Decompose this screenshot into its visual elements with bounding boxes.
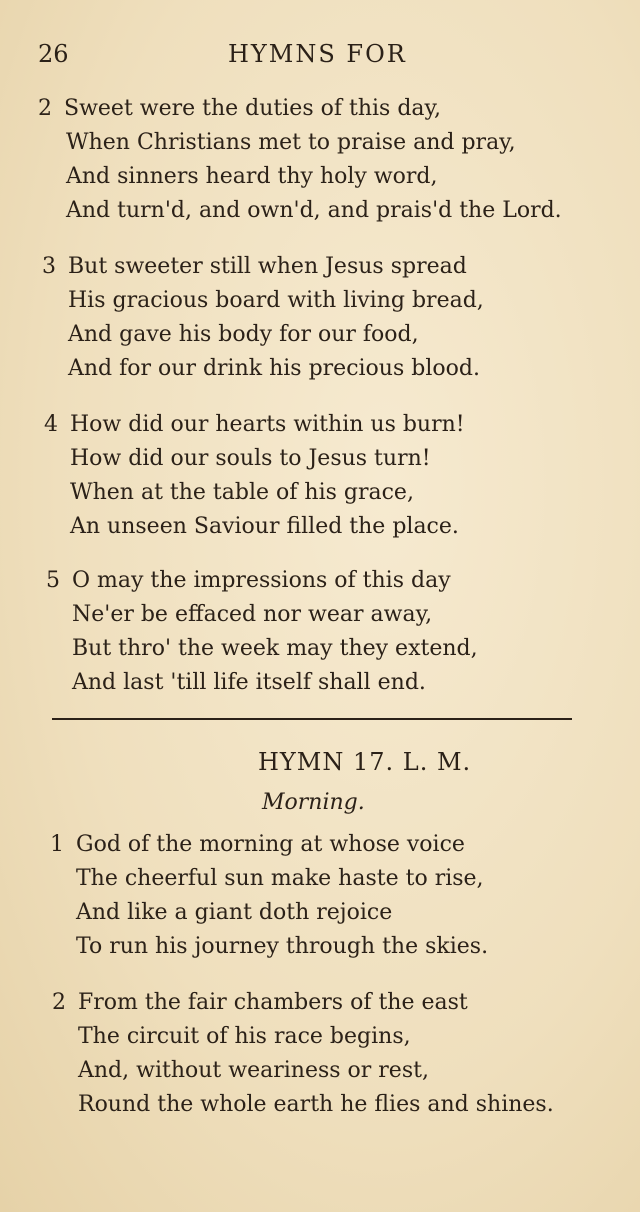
hymn-title: HYMN 17. L. M. (258, 748, 472, 776)
verse-line: And gave his body for our food, (68, 322, 419, 347)
stanza-number: 3 (42, 254, 56, 279)
verse-line: Round the whole earth he flies and shines. (78, 1092, 554, 1117)
verse-line: But sweeter still when Jesus spread (68, 254, 467, 279)
verse-line: When at the table of his grace, (70, 480, 414, 505)
verse-line: His gracious board with living bread, (68, 288, 484, 313)
verse-line: An unseen Saviour filled the place. (70, 514, 459, 539)
verse-line: God of the morning at whose voice (76, 832, 465, 857)
section-divider (52, 718, 572, 720)
page-number: 26 (38, 40, 69, 68)
stanza-number: 5 (46, 568, 60, 593)
running-head: HYMNS FOR (228, 40, 407, 68)
verse-line: The circuit of his race begins, (78, 1024, 411, 1049)
verse-line: The cheerful sun make haste to rise, (76, 866, 484, 891)
stanza-number: 1 (50, 832, 64, 857)
verse-line: And sinners heard thy holy word, (66, 164, 438, 189)
verse-line: O may the impressions of this day (72, 568, 451, 593)
verse-line: How did our hearts within us burn! (70, 412, 465, 437)
stanza-number: 4 (44, 412, 58, 437)
verse-line: Ne'er be effaced nor wear away, (72, 602, 433, 627)
stanza-number: 2 (38, 96, 52, 121)
verse-line: And for our drink his precious blood. (68, 356, 480, 381)
verse-line: And like a giant doth rejoice (76, 900, 393, 925)
verse-line: From the fair chambers of the east (78, 990, 468, 1015)
verse-line: But thro' the week may they extend, (72, 636, 478, 661)
verse-line: And, without weariness or rest, (78, 1058, 429, 1083)
verse-line: To run his journey through the skies. (76, 934, 489, 959)
verse-line: And turn'd, and own'd, and prais'd the Lord. (66, 198, 562, 223)
stanza-number: 2 (52, 990, 66, 1015)
verse-line: Sweet were the duties of this day, (64, 96, 442, 121)
verse-line: When Christians met to praise and pray, (66, 130, 516, 155)
hymn-subtitle: Morning. (262, 790, 365, 815)
verse-line: How did our souls to Jesus turn! (70, 446, 431, 471)
verse-line: And last 'till life itself shall end. (72, 670, 426, 695)
